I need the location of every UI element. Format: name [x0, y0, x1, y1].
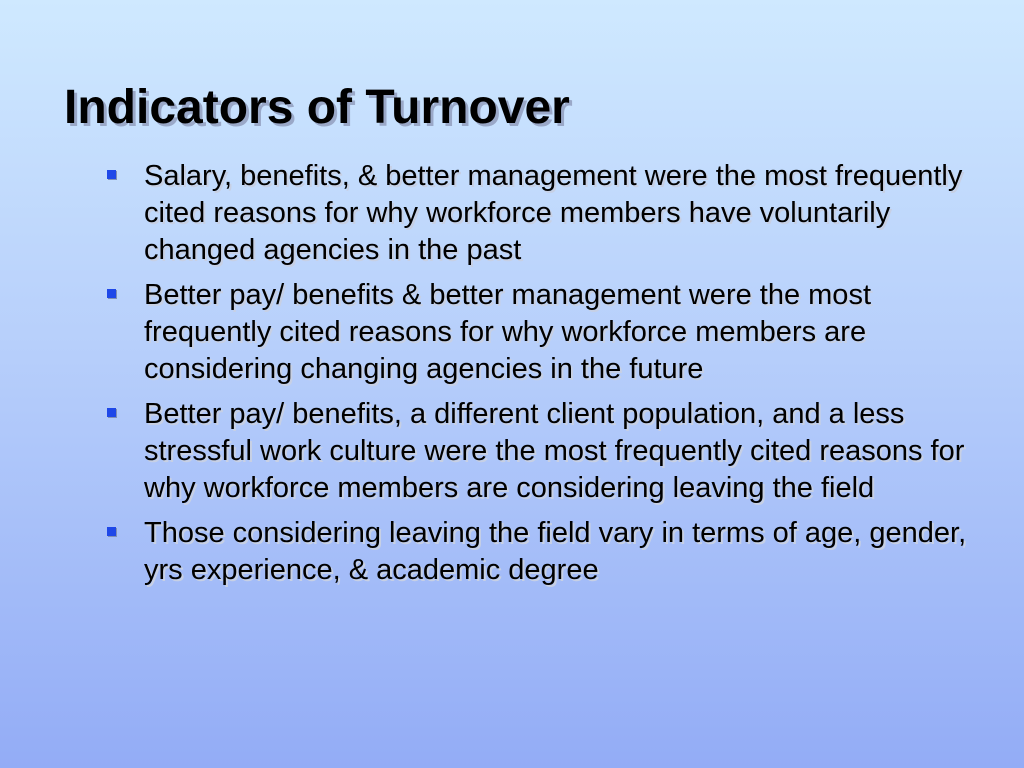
bullet-text: Salary, benefits, & better management were the most frequently cited reasons for why workforce members have voluntarily changed agencies in the past	[144, 160, 963, 266]
square-bullet-icon	[107, 527, 116, 536]
bullet-item-3	[100, 396, 980, 507]
bullet-item-2	[100, 277, 980, 388]
square-bullet-icon	[107, 408, 116, 417]
square-bullet-icon	[107, 289, 116, 298]
square-bullet-icon	[107, 170, 116, 179]
bullet-item-4	[100, 515, 980, 589]
bullet-text: Those considering leaving the field vary in terms of age, gender, yrs experience, & academic degree	[144, 517, 967, 586]
bullet-list	[100, 158, 980, 597]
bullet-text: Better pay/ benefits & better management were the most frequently cited reasons for why workforce members are considering changing agencies in the future	[144, 279, 871, 385]
slide-title: Indicators of Turnover	[64, 81, 570, 134]
bullet-item-1	[100, 158, 980, 269]
bullet-text: Better pay/ benefits, a different client population, and a less stressful work culture were the most frequently cited reasons for why workforce members are considering leaving the field	[144, 398, 965, 504]
